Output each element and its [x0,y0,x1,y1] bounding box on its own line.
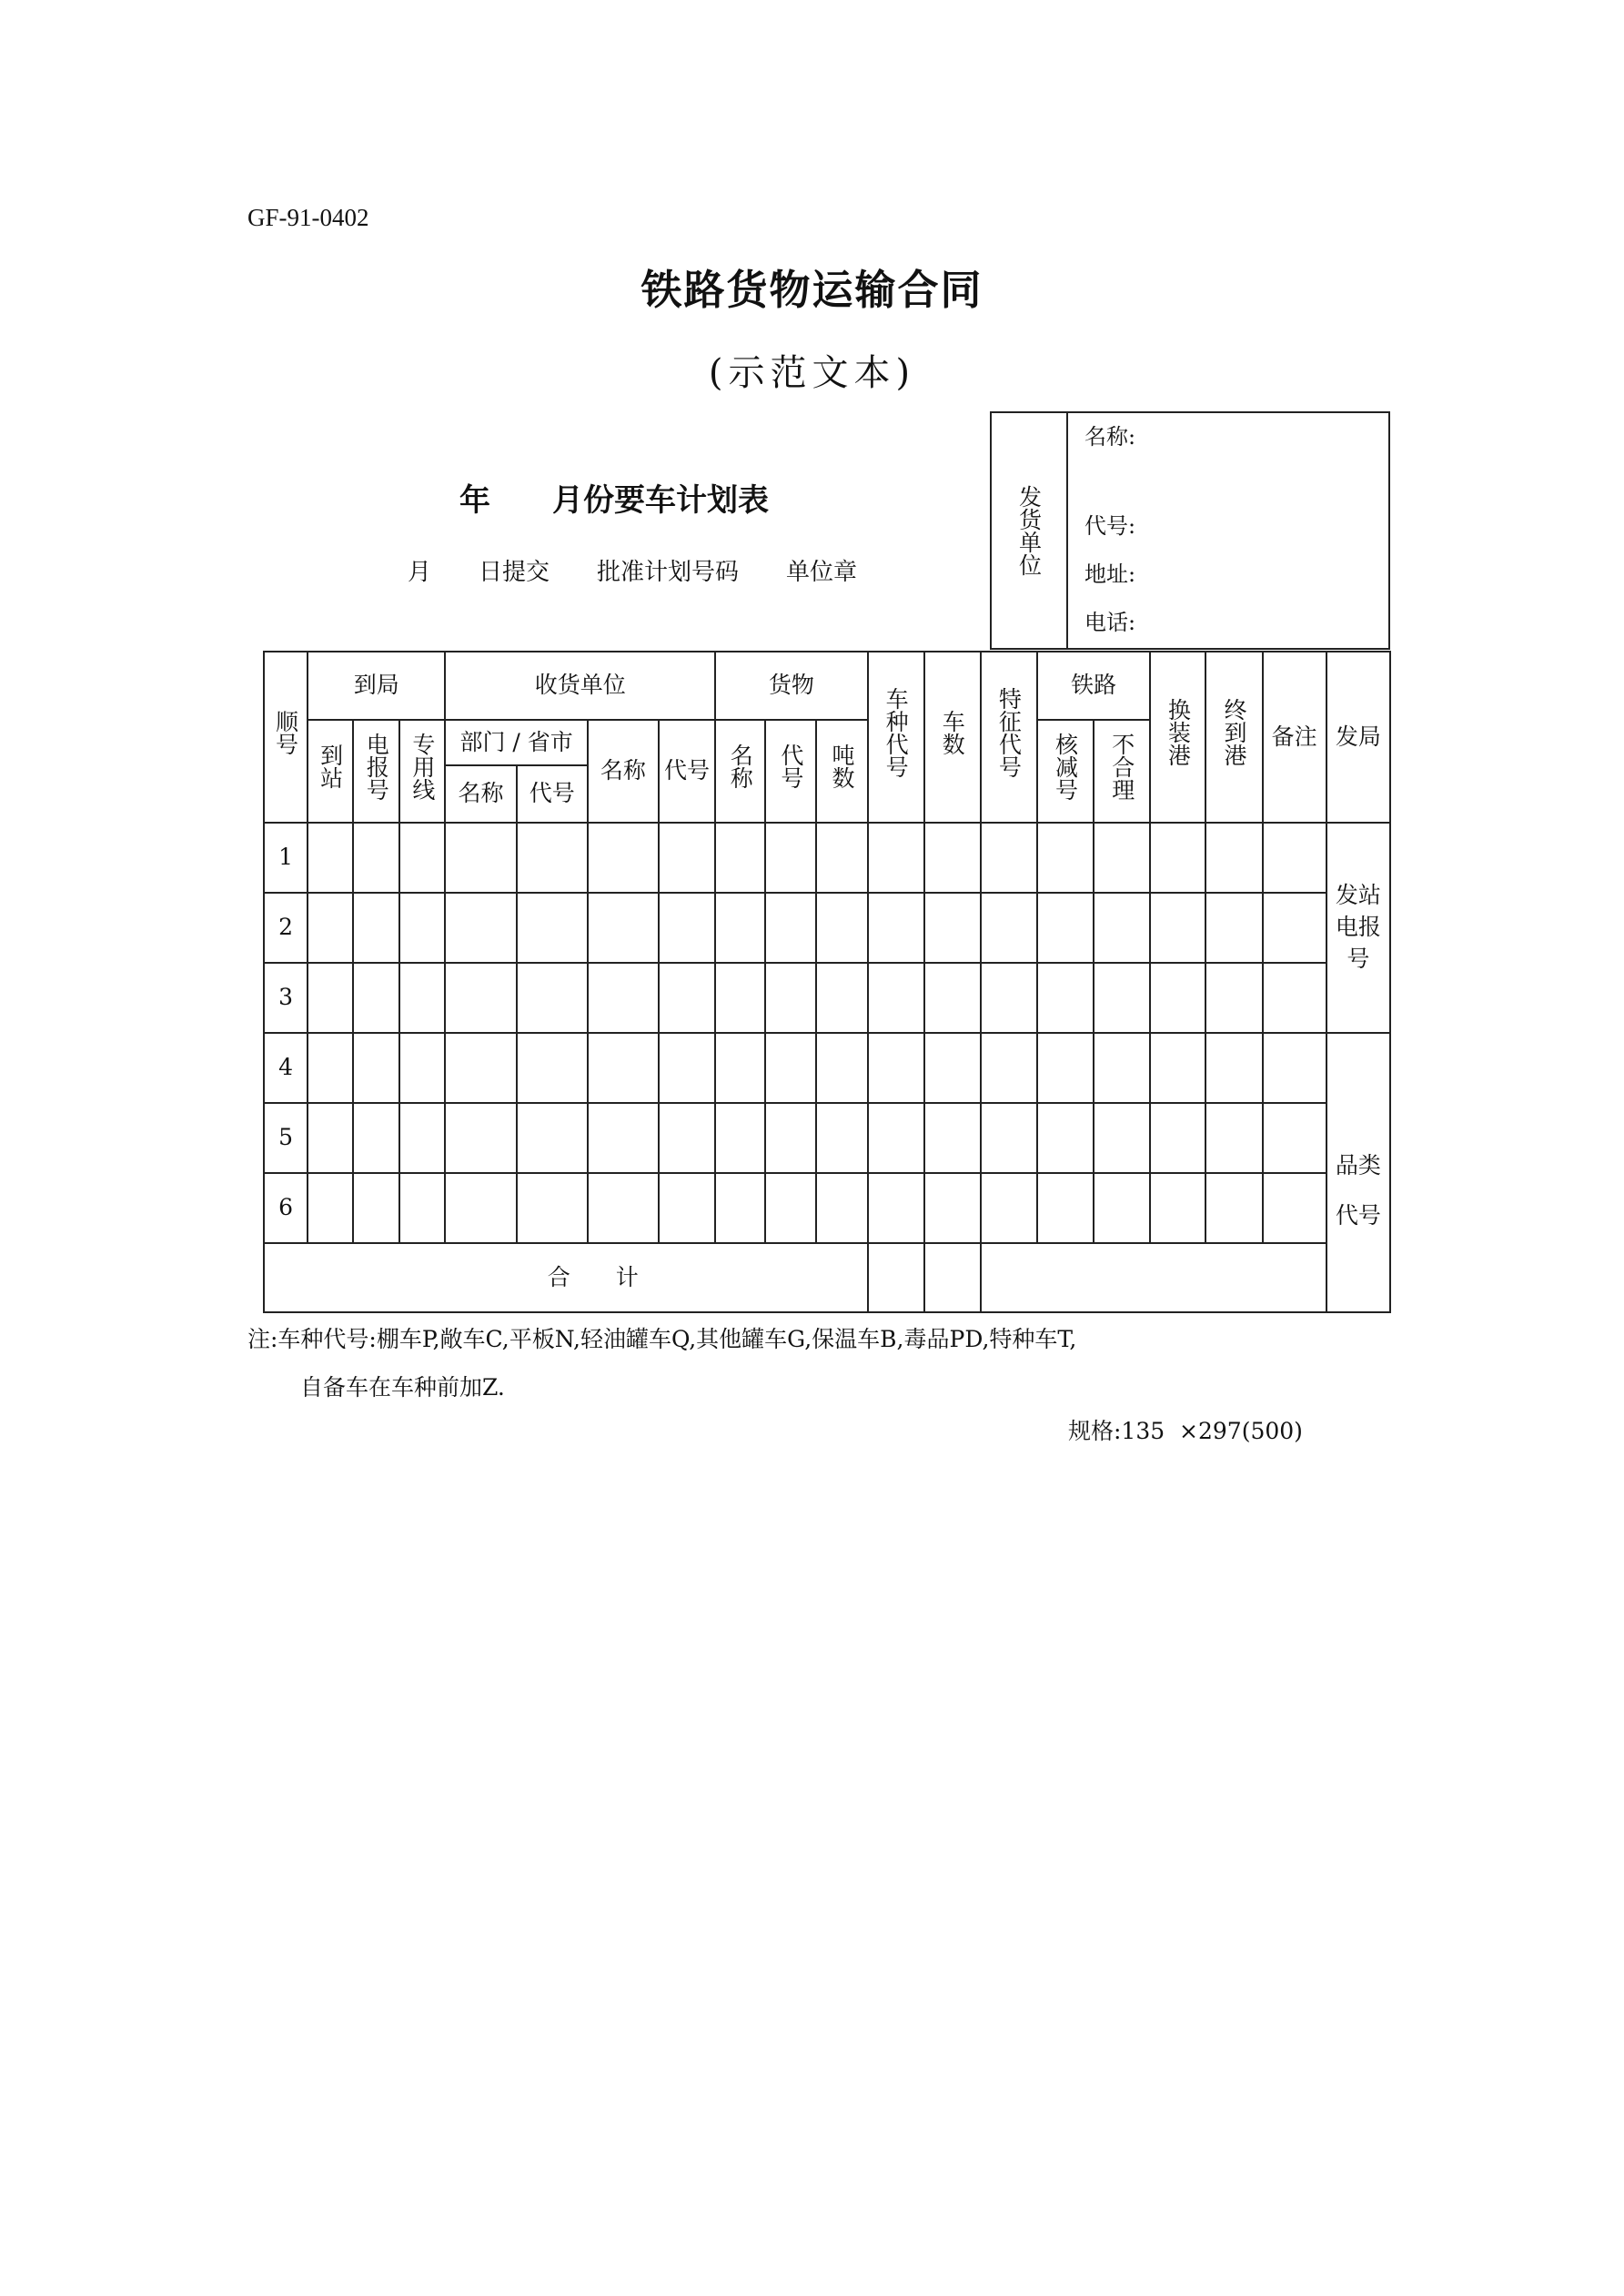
document-subtitle: (示范文本) [708,352,916,394]
header-special-line: 专用线 [399,720,445,823]
shipper-label: 发货单位 [1015,485,1043,576]
car-plan-table [263,651,1391,1313]
table-row [264,1033,1390,1103]
header-dept-code: 代号 [517,765,588,823]
header-goods-code: 代号 [765,720,816,823]
table-row [264,893,1390,963]
header-goods-name: 名称 [715,720,765,823]
header-dept-name: 名称 [445,765,516,823]
document-title: 铁路货物运输合同 [641,266,983,314]
header-remarks: 备注 [1263,652,1326,823]
row-number: 3 [264,963,308,1033]
shipper-name-field: 名称: [1084,424,1136,450]
header-seq: 顺号 [264,652,308,823]
spec-line: 规格:135 ×297(500) [1068,1418,1303,1444]
shipper-label-cell [992,413,1068,648]
header-depart-bureau: 发局 [1326,652,1390,823]
row-number: 2 [264,893,308,963]
header-transfer-port: 换装港 [1150,652,1205,823]
header-telegraph: 电报号 [353,720,399,823]
shipper-address-field: 地址: [1084,561,1136,587]
header-tonnage: 吨数 [816,720,867,823]
side-label-code: 代号 [1335,1201,1381,1229]
plan-table-title: 年 月份要车计划表 [459,482,769,519]
total-row [264,1243,1390,1312]
row-number: 6 [264,1173,308,1243]
header-check-reduce: 核减号 [1037,720,1094,823]
header-car-count: 车数 [924,652,981,823]
table-row [264,963,1390,1033]
row-number: 4 [264,1033,308,1103]
header-dept-province: 部门 / 省市 [445,720,587,765]
table-row [264,1103,1390,1173]
shipper-code-field: 代号: [1084,513,1136,539]
side-label-category-code [1326,1033,1390,1312]
shipper-phone-field: 电话: [1084,610,1136,635]
header-consignee-name: 名称 [588,720,659,823]
document-code: GF-91-0402 [247,204,369,231]
header-unreasonable: 不合理 [1094,720,1150,823]
row-number: 1 [264,823,308,893]
header-car-type-code: 车种代号 [868,652,924,823]
submit-info-line: 月 日提交 批准计划号码 单位章 [408,559,858,586]
header-consignee-code: 代号 [659,720,715,823]
note-line-1: 注:车种代号:棚车P,敞车C,平板N,轻油罐车Q,其他罐车G,保温车B,毒品PD,特种车T, [247,1326,1077,1352]
shipper-box [990,411,1390,650]
header-arrive-bureau: 到局 [308,652,445,720]
note-line-2: 自备车在车种前加Z. [300,1374,505,1401]
side-label-station-telegraph: 发站电报号 [1326,823,1390,1033]
table-row [264,1173,1390,1243]
header-feature-code: 特征代号 [981,652,1037,823]
row-number: 5 [264,1103,308,1173]
header-consignee: 收货单位 [445,652,715,720]
header-goods: 货物 [715,652,867,720]
header-final-port: 终到港 [1205,652,1262,823]
total-label: 合 计 [264,1243,868,1312]
header-arrive-station: 到站 [308,720,353,823]
table-row [264,823,1390,893]
side-label-category: 品类 [1335,1152,1381,1179]
header-railway: 铁路 [1037,652,1150,720]
